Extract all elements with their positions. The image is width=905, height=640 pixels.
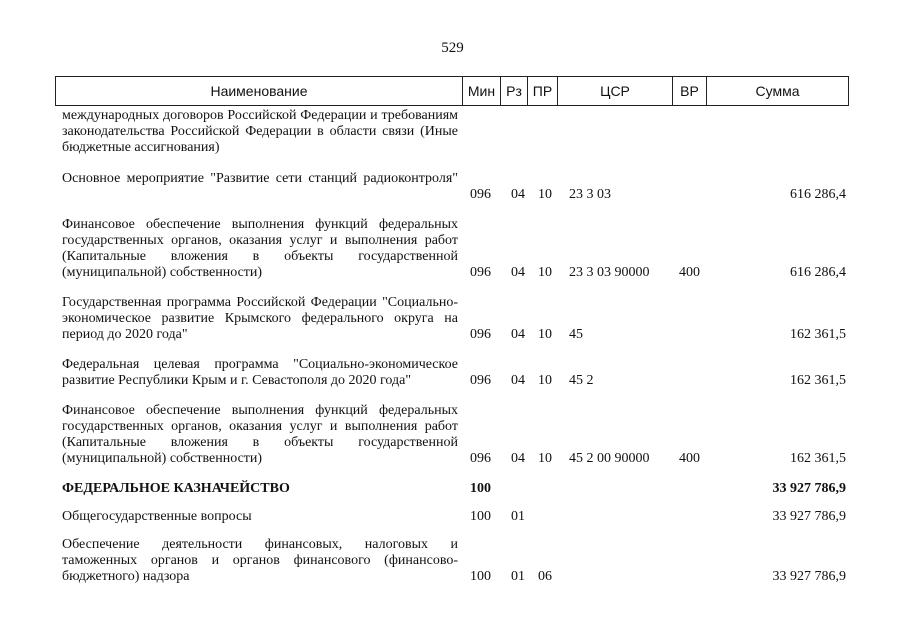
row-min: 096 [470, 327, 491, 342]
row-name: Федеральная целевая программа "Социально-экономическое развитие Республики Крым и г. Севастополя до 2020 года" [62, 357, 458, 388]
table-row [62, 217, 846, 281]
row-min: 100 [470, 569, 491, 584]
row-pr: 10 [538, 373, 552, 388]
row-csr: 23 3 03 [569, 187, 611, 202]
row-min: 096 [470, 373, 491, 388]
row-name: Финансовое обеспечение выполнения функций федеральных государственных органов, оказания услуг и выполнения работ (Капитальные вложения в объекты государственной (муниципальной) собственности) [62, 403, 458, 466]
row-min: 096 [470, 265, 491, 280]
table-row [62, 403, 846, 467]
row-name: Финансовое обеспечение выполнения функций федеральных государственных органов, оказания услуг и выполнения работ (Капитальные вложения в объекты государственной (муниципальной) собственности) [62, 217, 458, 280]
row-name: Основное мероприятие "Развитие сети станций радиоконтроля" [62, 171, 458, 186]
row-sum: 162 361,5 [790, 451, 846, 466]
table-row [62, 171, 846, 203]
header-pr: ПР [528, 77, 558, 105]
row-sum: 162 361,5 [790, 373, 846, 388]
table-row [62, 509, 846, 525]
row-pr: 06 [538, 569, 552, 584]
header-vr: ВР [673, 77, 707, 105]
row-pr: 10 [538, 451, 552, 466]
row-sum: 33 927 786,9 [772, 509, 846, 524]
header-sum: Сумма [755, 83, 800, 99]
row-sum: 33 927 786,9 [772, 569, 846, 584]
row-min: 100 [470, 509, 491, 524]
table-row [62, 537, 846, 585]
row-pr: 10 [538, 265, 552, 280]
row-vr: 400 [679, 451, 700, 466]
row-sum: 616 286,4 [790, 187, 846, 202]
row-name: Общегосударственные вопросы [62, 509, 252, 524]
page-number: 529 [441, 40, 464, 56]
row-min: 096 [470, 187, 491, 202]
row-rz: 04 [511, 265, 525, 280]
header-rz: Рз [501, 77, 528, 105]
row-pr: 10 [538, 327, 552, 342]
row-name: Обеспечение деятельности финансовых, налоговых и таможенных органов и органов финансового (финансово-бюджетного) надзора [62, 537, 458, 584]
row-csr: 45 2 [569, 373, 594, 388]
row-min: 096 [470, 451, 491, 466]
table-header [55, 76, 849, 106]
row-rz: 04 [511, 327, 525, 342]
header-min: Мин [463, 77, 501, 105]
row-rz: 01 [511, 509, 525, 524]
row-pr: 10 [538, 187, 552, 202]
row-rz: 04 [511, 451, 525, 466]
row-name: международных договоров Российской Федерации и требованиям законодательства Российской Федерации в области связи (Иные бюджетные ассигнования) [62, 108, 458, 155]
row-rz: 04 [511, 373, 525, 388]
row-name: Государственная программа Российской Федерации "Социально-экономическое развитие Крымского федерального округа на период до 2020 года" [62, 295, 458, 342]
row-sum: 162 361,5 [790, 327, 846, 342]
row-csr: 45 2 00 90000 [569, 451, 650, 466]
header-csr: ЦСР [558, 77, 673, 105]
table-row [62, 108, 846, 156]
row-csr: 45 [569, 327, 583, 342]
row-rz: 04 [511, 187, 525, 202]
table-row [62, 357, 846, 389]
row-vr: 400 [679, 265, 700, 280]
row-rz: 01 [511, 569, 525, 584]
table-row [62, 481, 846, 497]
row-csr: 23 3 03 90000 [569, 265, 650, 280]
row-min: 100 [470, 481, 491, 496]
row-name: ФЕДЕРАЛЬНОЕ КАЗНАЧЕЙСТВО [62, 481, 290, 496]
table-row [62, 295, 846, 343]
row-sum: 616 286,4 [790, 265, 846, 280]
row-sum: 33 927 786,9 [772, 481, 846, 496]
header-name: Наименование [56, 77, 463, 105]
